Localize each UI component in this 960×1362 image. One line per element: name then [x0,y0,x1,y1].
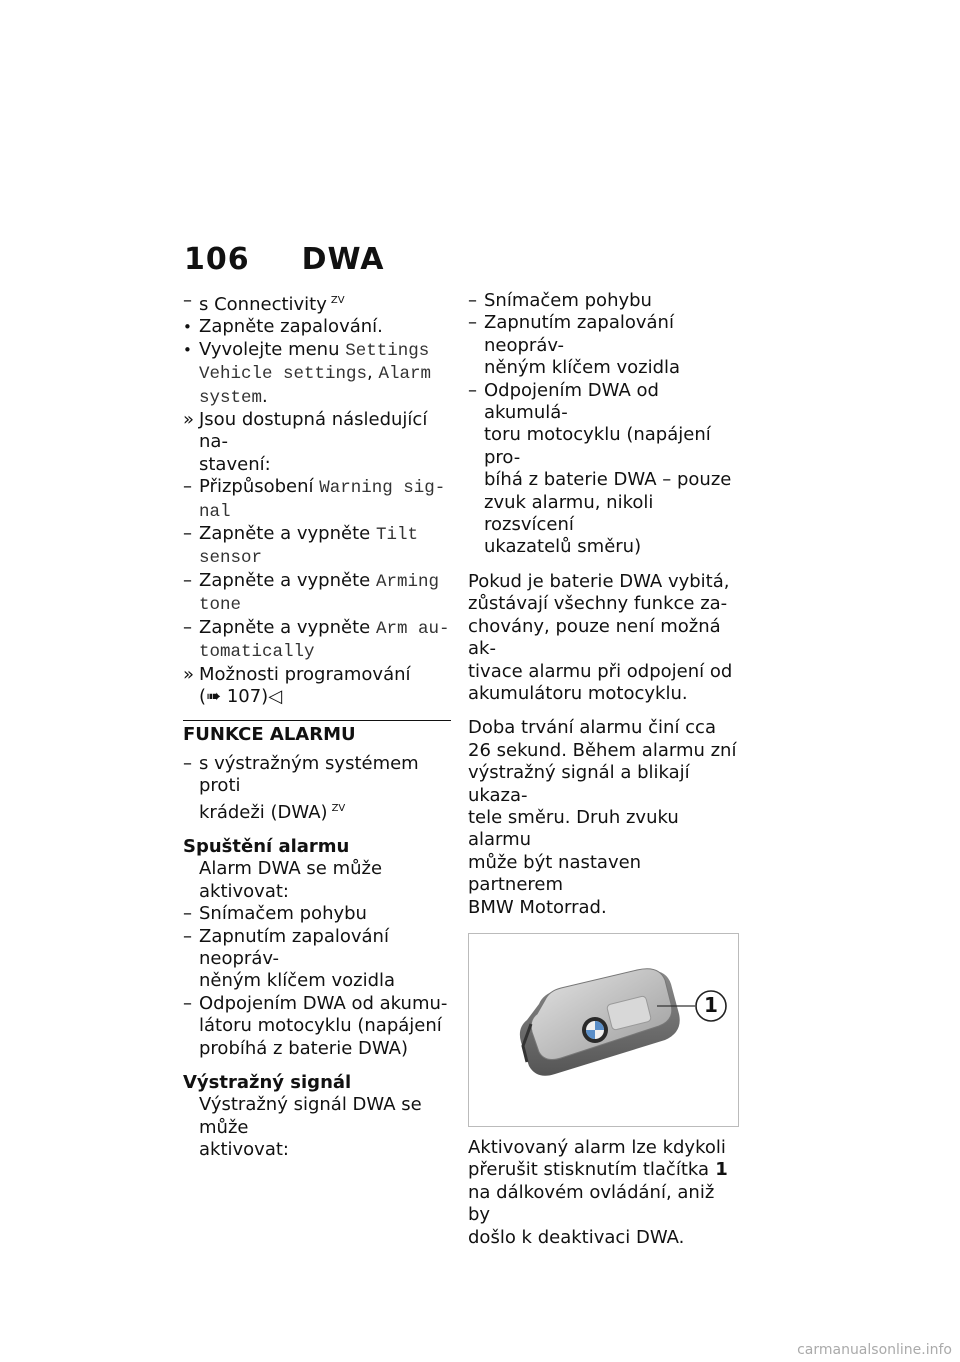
menu-path-text: system [199,387,263,408]
subheading-alarm-trigger: Spuštění alarmu [183,835,350,857]
item-text: ukazatelů směru) [484,536,642,558]
list-item [468,380,740,425]
menu-path-text: Settings [345,340,430,361]
list-marker: – [183,752,192,774]
menu-path-text: Warning sig- [319,478,446,499]
section-title: FUNKCE ALARMU [183,724,356,746]
list-item [183,640,451,663]
list-item [468,312,740,357]
list-item [468,290,740,312]
alarm-trigger-list [183,858,451,1060]
option-badge: ZV [330,295,345,306]
item-text: Zapněte a vypněte [199,569,376,591]
menu-path-text: nal [199,501,231,522]
list-marker: – [468,290,477,311]
paragraph-line: akumulátoru motocyklu. [468,682,688,704]
menu-path-text: Alarm [378,364,431,385]
list-item [183,546,451,569]
right-column [468,290,740,1249]
section-rule [183,720,451,746]
list-marker: – [468,312,477,334]
page-title: DWA [301,242,385,277]
item-text: . [262,385,268,407]
page-number: 106 [184,242,250,277]
paragraph-line: Aktivovaný alarm lze kdykoli [468,1136,726,1158]
list-item [468,492,740,537]
paragraph-line: 26 sekund. Během alarmu zní [468,739,737,761]
paragraph-line: výstražný signál a blikají ukaza- [468,762,690,806]
list-item [468,469,740,491]
paragraph-line: může být nastaven partnerem [468,851,642,896]
list-item [183,753,451,798]
paragraph-line: přerušit stisknutím tlačítka 1 [468,1159,728,1181]
item-text: Zapnutím zapalování neopráv- [199,925,389,969]
item-text: Odpojením DWA od akumulá- [484,379,659,424]
item-text: Odpojením DWA od akumu- [199,992,448,1014]
paragraph-interrupt [468,1137,740,1249]
left-list [183,290,451,708]
list-item [183,570,451,593]
menu-path-text: tomatically [199,642,315,663]
item-text: něným klíčem vozidla [484,357,681,379]
list-marker: – [183,523,192,545]
list-item [183,1015,451,1037]
item-text: Alarm DWA se může aktivovat: [199,858,383,902]
item-text: (➠ 107)◁ [199,685,283,707]
menu-path-text: Tilt [375,525,418,546]
paragraph-line: tivace alarmu při odpojení od [468,660,733,682]
list-item [183,454,451,476]
left-column [183,290,451,1162]
item-text: zvuk alarmu, nikoli rozsvícení [484,491,654,536]
footer-watermark: carmanualsonline.info [797,1342,952,1358]
item-text: aktivovat: [199,1139,289,1161]
item-text: Snímačem pohybu [199,903,367,925]
menu-path-text: sensor [199,548,263,569]
list-item [183,409,451,454]
item-text: Zapněte zapalování. [199,316,383,338]
item-text: s Connectivity [199,294,327,315]
list-marker: – [183,476,192,498]
warning-signal-text [183,1094,451,1161]
item-text: s výstražným systémem proti [199,752,419,797]
list-item [183,926,451,971]
list-marker: – [183,925,192,947]
list-marker: » [183,663,195,685]
item-text: , [367,362,379,384]
list-item [183,290,451,316]
item-text: Zapnutím zapalování neopráv- [484,312,674,356]
list-item [183,970,451,992]
list-marker: – [468,379,477,401]
list-item [183,523,451,546]
list-marker: – [183,569,192,591]
option-badge: ZV [331,802,346,814]
item-text: něným klíčem vozidla [199,970,396,992]
list-item [183,593,451,616]
item-text: Přizpůsobení [199,476,320,498]
menu-path-text: Arm au- [375,618,450,639]
item-text: Jsou dostupná následující na- [199,409,428,453]
item-text: Možnosti programování [199,663,411,685]
list-item [183,858,451,903]
item-text: Výstražný signál DWA se může [199,1094,422,1138]
list-item [183,339,451,362]
list-marker: – [183,903,192,925]
list-marker: – [183,992,192,1014]
page-header [184,242,385,277]
list-marker: • [183,340,192,359]
list-item [183,903,451,925]
list-item [183,617,451,640]
list-item [183,362,451,385]
paragraph-line: chovány, pouze není možná ak- [468,615,721,660]
subheading-warning-signal: Výstražný signál [183,1072,352,1093]
item-text: Zapněte a vypněte [199,523,376,545]
list-item [183,476,451,499]
list-item [183,993,451,1015]
list-item [183,1094,451,1139]
list-item [183,1139,451,1161]
paragraph-battery [468,571,740,705]
item-text: krádeži (DWA) [199,801,328,823]
item-text: stavení: [199,453,271,475]
key-fob-figure [468,933,739,1127]
figure-callout-number: 1 [704,992,718,1017]
menu-path-text: tone [199,595,242,616]
list-marker: – [183,616,192,638]
item-text: Snímačem pohybu [484,290,652,311]
list-item [183,500,451,523]
list-item [468,357,740,379]
menu-path-text: Vehicle settings [199,364,368,385]
list-item [183,386,451,409]
paragraph-line: Pokud je baterie DWA vybitá, [468,570,730,592]
item-text: probíhá z baterie DWA) [199,1037,408,1059]
item-text: toru motocyklu (napájení pro- [484,424,711,468]
list-item [183,664,451,686]
item-text: látoru motocyklu (napájení [199,1015,442,1037]
menu-path-text: Arming [375,571,439,592]
list-marker: • [183,318,192,337]
paragraph-line: Doba trvání alarmu činí cca [468,717,716,739]
list-marker: – [183,290,192,311]
paragraph-line: BMW Motorrad. [468,896,607,918]
paragraph-line: na dálkovém ovládání, aniž by [468,1181,715,1226]
paragraph-line: došlo k deaktivaci DWA. [468,1226,685,1248]
key-fob-illustration [469,934,738,1126]
item-text: bíhá z baterie DWA – pouze [484,469,732,491]
list-item [468,536,740,558]
list-item [183,798,451,824]
paragraph-duration [468,717,740,919]
section-list [183,753,451,824]
list-item [468,424,740,469]
list-marker: » [183,409,195,431]
list-item [183,316,451,338]
paragraph-line: zůstávají všechny funkce za- [468,593,728,615]
item-text: Zapněte a vypněte [199,616,376,638]
list-item [183,686,451,708]
paragraph-line: tele směru. Druh zvuku alarmu [468,806,679,851]
list-item [183,1038,451,1060]
right-list [468,290,740,559]
button-callout-number: 1 [709,1159,728,1181]
item-text: Vyvolejte menu [199,338,346,360]
